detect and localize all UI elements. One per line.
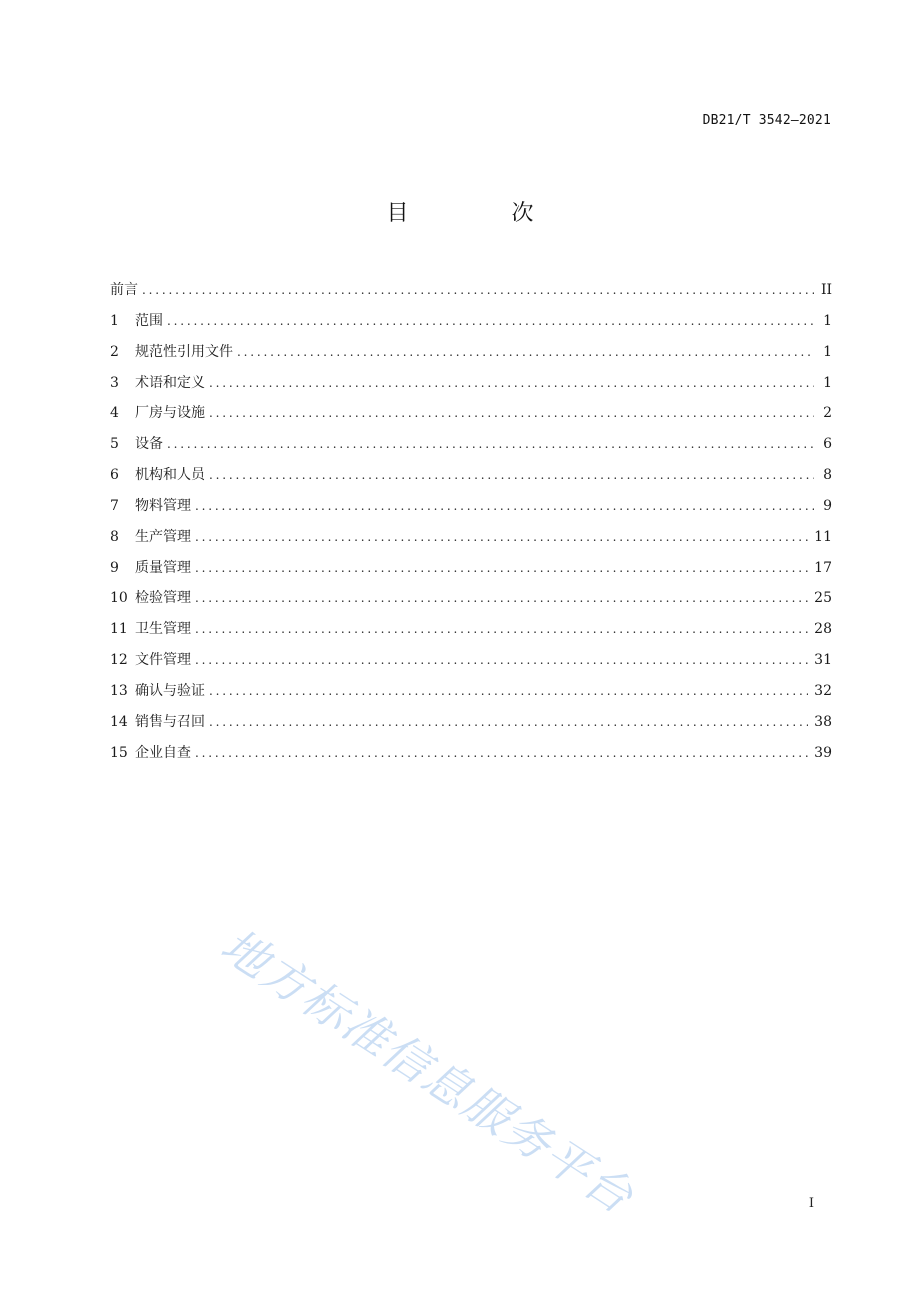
- toc-entry-label: 机构和人员: [135, 467, 205, 484]
- toc-entry-label: 物料管理: [135, 497, 191, 514]
- toc-entry-label: 确认与验证: [135, 682, 205, 699]
- toc-entry-page: 17: [814, 559, 832, 576]
- toc-entry-number: 1: [110, 312, 119, 329]
- toc-entry-page: 31: [814, 652, 832, 669]
- toc-entry-label: 销售与召回: [135, 713, 205, 730]
- toc-entry-page: 32: [814, 682, 832, 699]
- table-of-contents: [110, 280, 832, 774]
- toc-dot-leader: [209, 403, 814, 423]
- toc-entry-number: 13: [110, 682, 128, 699]
- toc-entry-number: 8: [110, 528, 119, 545]
- toc-entry[interactable]: [110, 311, 832, 342]
- toc-dot-leader: [195, 588, 808, 608]
- toc-entry-page: 8: [823, 467, 832, 484]
- toc-entry-label: 前言: [110, 282, 138, 298]
- toc-dot-leader: [209, 712, 808, 732]
- toc-entry-label: 术语和定义: [135, 374, 205, 391]
- toc-entry[interactable]: [110, 619, 832, 650]
- toc-entry-label: 卫生管理: [135, 621, 191, 638]
- toc-entry[interactable]: [110, 681, 832, 712]
- toc-entry-page: 9: [823, 497, 832, 514]
- toc-dot-leader: [142, 280, 814, 300]
- toc-dot-leader: [167, 434, 814, 454]
- toc-entry-label: 范围: [135, 312, 163, 329]
- toc-entry-number: 12: [110, 652, 128, 669]
- toc-dot-leader: [195, 743, 808, 763]
- toc-entry-label: 质量管理: [135, 559, 191, 576]
- toc-entry-number: 2: [110, 343, 119, 360]
- toc-entry-label: 厂房与设施: [135, 405, 205, 422]
- toc-entry-page: 1: [823, 312, 832, 329]
- toc-entry-label: 设备: [135, 436, 163, 453]
- toc-entry-page: 25: [814, 590, 832, 607]
- toc-entry-label: 文件管理: [135, 652, 191, 669]
- toc-entry[interactable]: [110, 712, 832, 743]
- toc-dot-leader: [209, 373, 814, 393]
- document-code: DB21/T 3542—2021: [702, 113, 831, 128]
- toc-dot-leader: [209, 465, 814, 485]
- toc-dot-leader: [195, 496, 814, 516]
- toc-entry-page: 11: [814, 528, 832, 545]
- toc-entry-number: 14: [110, 713, 128, 730]
- toc-entry[interactable]: [110, 434, 832, 465]
- toc-entry[interactable]: [110, 588, 832, 619]
- toc-entry[interactable]: [110, 650, 832, 681]
- toc-entry-page: 6: [823, 436, 832, 453]
- toc-entry-number: 4: [110, 405, 119, 422]
- toc-entry-number: 11: [110, 621, 128, 638]
- toc-entry[interactable]: [110, 743, 832, 774]
- toc-entry-number: 5: [110, 436, 119, 453]
- toc-entry-label: 规范性引用文件: [135, 343, 233, 360]
- toc-entry-number: 7: [110, 497, 119, 514]
- toc-entry-page: 1: [823, 343, 832, 360]
- toc-entry[interactable]: [110, 373, 832, 404]
- toc-entry-page: 38: [814, 713, 832, 730]
- toc-entry-label: 生产管理: [135, 528, 191, 545]
- toc-entry[interactable]: [110, 280, 832, 311]
- toc-dot-leader: [195, 619, 808, 639]
- watermark: 地方标准信息服务平台: [211, 917, 644, 1225]
- page-title: 目 次: [386, 201, 582, 226]
- toc-entry-number: 15: [110, 744, 128, 761]
- toc-entry-page: II: [820, 282, 832, 298]
- toc-dot-leader: [209, 681, 808, 701]
- toc-entry-number: 9: [110, 559, 119, 576]
- toc-entry-page: 1: [823, 374, 832, 391]
- toc-entry-page: 2: [823, 405, 832, 422]
- toc-entry-label: 检验管理: [135, 590, 191, 607]
- toc-entry[interactable]: [110, 465, 832, 496]
- toc-entry[interactable]: [110, 403, 832, 434]
- toc-dot-leader: [237, 342, 814, 362]
- toc-dot-leader: [195, 650, 808, 670]
- toc-entry-label: 企业自查: [135, 744, 191, 761]
- toc-entry[interactable]: [110, 527, 832, 558]
- toc-entry[interactable]: [110, 496, 832, 527]
- toc-dot-leader: [195, 527, 808, 547]
- toc-dot-leader: [167, 311, 814, 331]
- toc-entry-number: 6: [110, 467, 119, 484]
- toc-entry-number: 10: [110, 590, 128, 607]
- toc-dot-leader: [195, 558, 808, 578]
- toc-entry-page: 28: [814, 621, 832, 638]
- toc-entry-number: 3: [110, 374, 119, 391]
- toc-entry-page: 39: [814, 744, 832, 761]
- toc-entry[interactable]: [110, 558, 832, 589]
- page-number: I: [808, 1196, 814, 1211]
- toc-entry[interactable]: [110, 342, 832, 373]
